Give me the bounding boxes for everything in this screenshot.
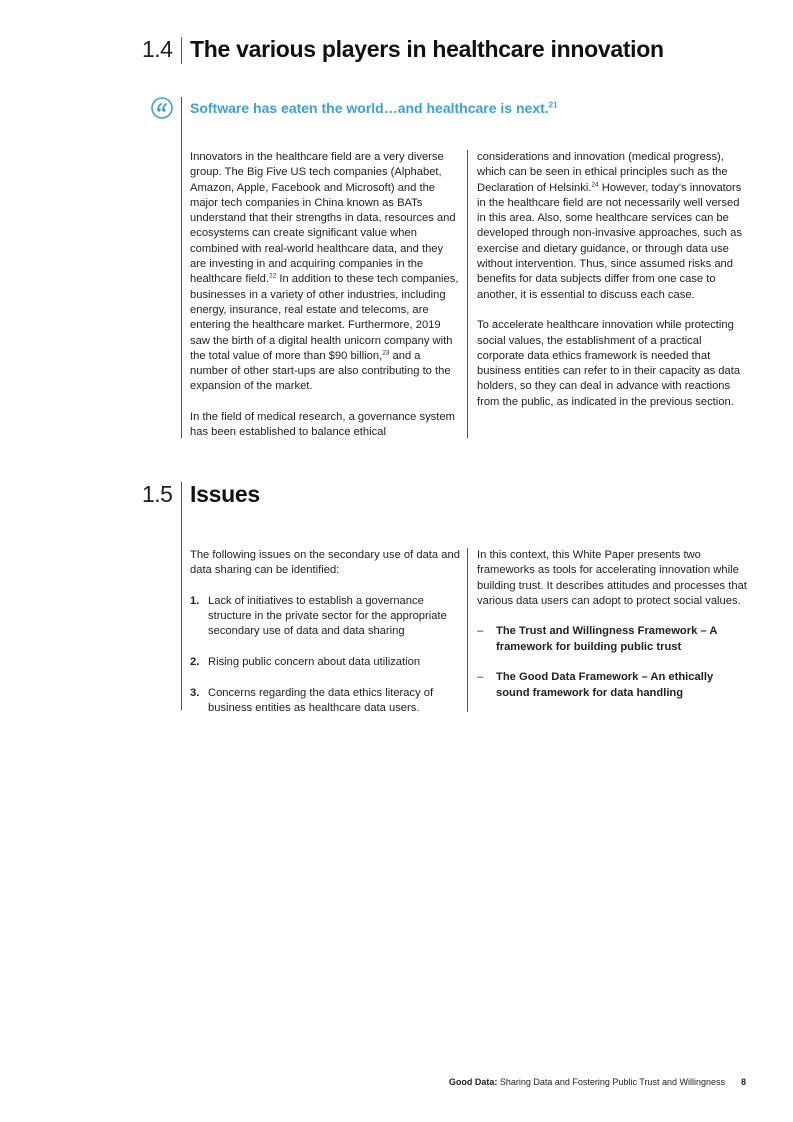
left-margin-rule (181, 97, 182, 438)
section-title: Issues (190, 481, 260, 507)
list-item: – The Trust and Willingness Framework – A framework for building public trust (477, 625, 718, 653)
section-number: 1.5 (142, 481, 173, 507)
paragraph: considerations and innovation (medical progress), which can be seen in ethical principles such as the Declaration of Helsinki.$^{24}$ However, today's innovators in the healthcare field are not necessarily well versed in this area. Also, some healthcare services can be developed through non-invasive approaches, such as exercise and dietary guidance, or through data use without intervention. Thus, since assumed risks and benefits for data subjects differ from one case to another, it is essential to discuss each case. (477, 151, 742, 301)
frameworks-list (477, 624, 749, 700)
heading-divider (181, 37, 182, 64)
list-item: 3. Concerns regarding the data ethics literacy of business entities as healthcare data users. (190, 686, 434, 714)
column-divider (467, 150, 468, 438)
body-column-left (190, 150, 460, 456)
issues-list (190, 594, 460, 716)
pull-quote: Software has eaten the world…and healthcare is next.$^{21}$ (190, 100, 558, 116)
left-margin-rule (181, 482, 182, 710)
body-column-right (477, 150, 749, 425)
paragraph: To accelerate healthcare innovation while protecting social values, the establishment of a practical corporate data ethics framework is needed that business entities can refer to in their capacity as data holders, so they can deal in advance with reactions from the public, as indicated in the previous section. (477, 319, 741, 408)
paragraph: In the field of medical research, a governance system has been established to balance ethical (190, 411, 455, 439)
list-item: 2. Rising public concern about data utilization (190, 656, 421, 669)
quote-icon (151, 97, 173, 124)
list-item: 1. Lack of initiatives to establish a governance structure in the private sector for the appropriate secondary use of data and data sharing (190, 594, 447, 638)
paragraph: Innovators in the healthcare field are a very diverse group. The Big Five US tech companies (Alphabet, Amazon, Apple, Facebook and Microsoft) and the major tech companies in China known as BATs understand that their strengths in data, resources and ecosystems can create significant value when combined with real-world healthcare data, and they are investing in and acquiring companies in the healthcare field.$^{22}$ In addition to these tech companies, businesses in a variety of other industries, including energy, insurance, real estate and telecoms, are entering the healthcare market. Furthermore, 2019 saw the birth of a digital health unicorn company with the total value of more than $90 billion,$^{23}$ and a number of other start-ups are also contributing to the expansion of the market. (190, 151, 459, 393)
body-column-left (190, 548, 460, 732)
paragraph: In this context, this White Paper presents two frameworks as tools for accelerating innovation while building trust. It describes attitudes and processes that various data users can adopt to protect social values. (477, 549, 747, 607)
column-divider (467, 548, 468, 712)
page-number: 8 (740, 1077, 746, 1087)
section-title: The various players in healthcare innovation (190, 36, 664, 62)
paragraph: The following issues on the secondary use of data and data sharing can be identified: (190, 549, 460, 577)
page-footer: Good Data: Sharing Data and Fostering Public Trust and Willingness 8 (448, 1077, 746, 1087)
body-column-right (477, 548, 749, 716)
list-item: – The Good Data Framework – An ethically sound framework for data handling (477, 671, 714, 699)
section-number: 1.4 (142, 36, 173, 62)
